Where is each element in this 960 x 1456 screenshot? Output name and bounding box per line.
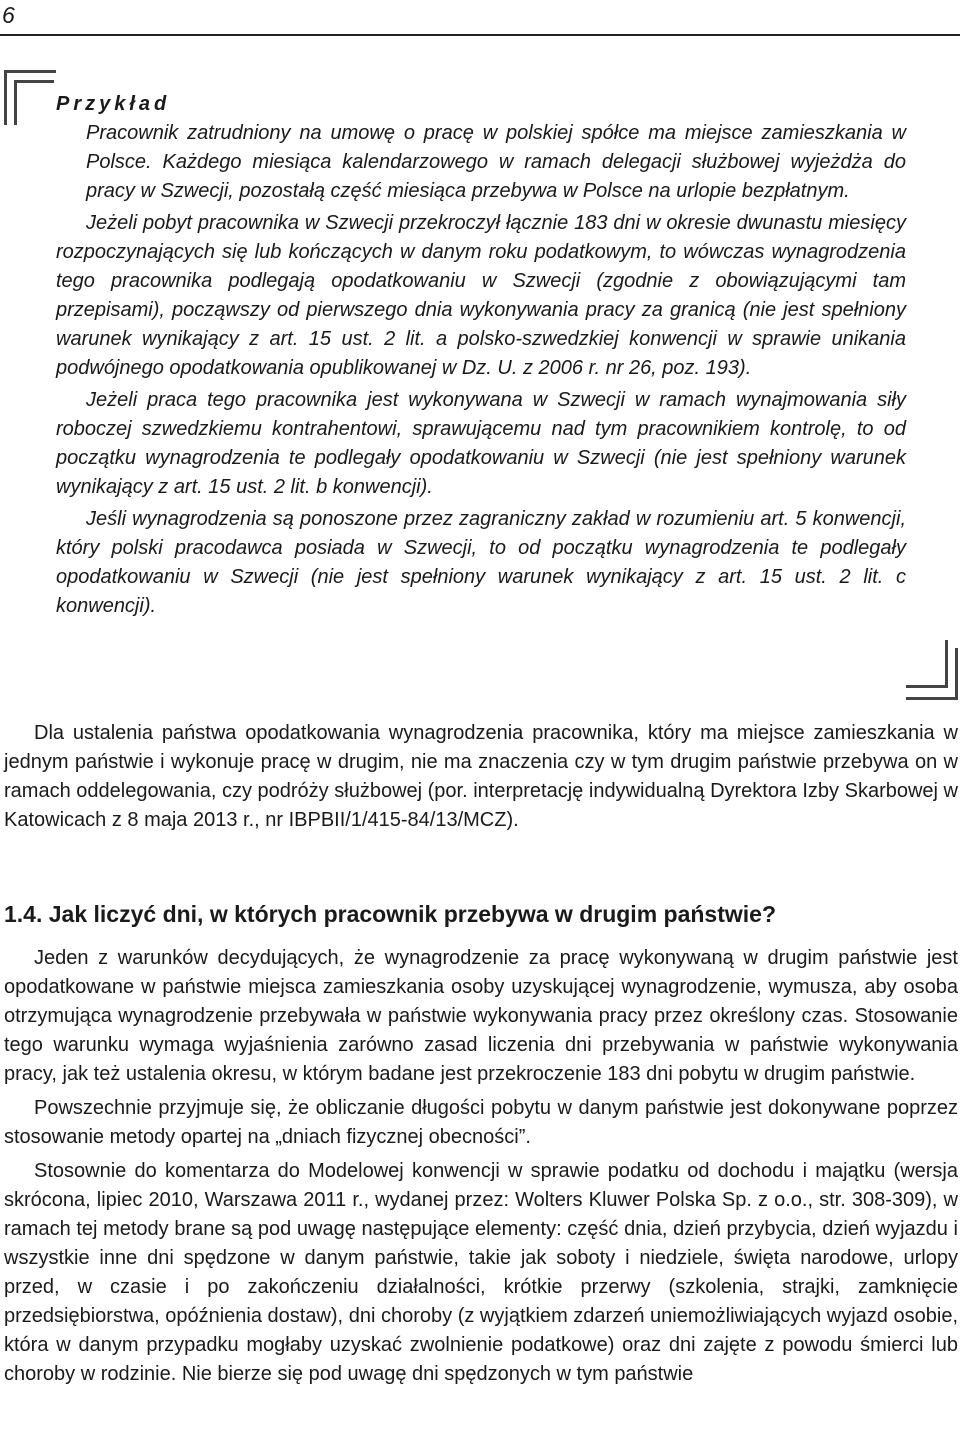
example-paragraph: Jeżeli praca tego pracownika jest wykonywana w Szwecji w ramach wynajmowania siły roboczej szwedzkiemu kontrahentowi, sprawującemu nad tym pracownikiem kontrolę, to od początku wynagrodzenia te podlegały opodatkowaniu w Szwecji (nie jest spełniony warunek wynikający z art. 15 ust. 2 lit. b konwencji).: [56, 389, 906, 498]
section-paragraph: Powszechnie przyjmuje się, że obliczanie długości pobytu w danym państwie jest dokonywane poprzez stosowanie metody opartej na „dniach fizycznej obecności”.: [4, 1097, 958, 1148]
example-paragraph: Jeśli wynagrodzenia są ponoszone przez zagraniczny zakład w rozumieniu art. 5 konwencji, który polski pracodawca posiada w Szwecji, to od początku wynagrodzenia te podlegały opodatkowaniu w Szwecji (nie jest spełniony warunek wynikający z art. 15 ust. 2 lit. c konwencji).: [56, 508, 906, 617]
example-heading: Przykład: [56, 93, 171, 115]
example-corner-top-left-inner: [14, 80, 54, 125]
example-corner-bottom-right-inner: [906, 640, 948, 688]
intro-paragraph: Dla ustalenia państwa opodatkowania wynagrodzenia pracownika, który ma miejsce zamieszkania w jednym państwie i wykonuje pracę w drugim, nie ma znaczenia czy w tym drugim państwie przebywa on w ramach oddelegowania, czy podróży służbowej (por. interpretację indywidualną Dyrektora Izby Skarbowej w Katowicach z 8 maja 2013 r., nr IBPBII/1/415-84/13/MCZ).: [4, 722, 958, 831]
section-paragraph: Jeden z warunków decydujących, że wynagrodzenie za pracę wykonywaną w drugim państwie jest opodatkowane w państwie miejsca zamieszkania osoby uzyskującej wynagrodzenie, wymusza, aby osoba otrzymująca wynagrodzenie przebywała w państwie wykonywania pracy przez określony czas. Stosowanie tego warunku wymaga wyjaśnienia zarówno zasad liczenia dni przebywania w państwie wykonywania pracy, jak też ustalenia okresu, w którym badane jest przekroczenie 183 dni pobytu w drugim państwie.: [4, 947, 958, 1085]
example-box: [56, 90, 906, 624]
example-paragraph: Jeżeli pobyt pracownika w Szwecji przekroczył łącznie 183 dni w okresie dwunastu miesięcy rozpoczynających się lub kończących w danym roku podatkowym, to wówczas wynagrodzenia tego pracownika podlegają opodatkowaniu w Szwecji (zgodnie z obowiązującymi tam przepisami), począwszy od pierwszego dnia wykonywania pracy za granicą (nie jest spełniony warunek wynikający z art. 15 ust. 2 lit. a polsko-szwedzkiej konwencji w sprawie unikania podwójnego opodatkowania opublikowanej w Dz. U. z 2006 r. nr 26, poz. 193).: [56, 212, 906, 379]
page-number: 6: [2, 2, 15, 28]
example-paragraph: Pracownik zatrudniony na umowę o pracę w polskiej spółce ma miejsce zamieszkania w Polsce. Każdego miesiąca kalendarzowego w ramach delegacji służbowej wyjeżdża do pracy w Szwecji, pozostałą część miesiąca przebywa w Polsce na urlopie bezpłatnym.: [86, 122, 906, 202]
section-heading: 1.4. Jak liczyć dni, w których pracownik przebywa w drugim państwie?: [4, 901, 777, 927]
section-paragraph: Stosownie do komentarza do Modelowej konwencji w sprawie podatku od dochodu i majątku (wersja skrócona, lipiec 2010, Warszawa 2011 r., wydanej przez: Wolters Kluwer Polska Sp. z o.o., str. 308-309), w ramach tej metody brane są pod uwagę następujące elementy: część dnia, dzień przybycia, dzień wyjazdu i wszystkie inne dni spędzone w danym państwie, takie jak soboty i niedziele, święta narodowe, urlopy przed, w czasie i po zakończeniu działalności, krótkie przerwy (szkolenia, strajki, zamknięcie przedsiębiorstwa, opóźnienia dostaw), dni choroby (z wyjątkiem zdarzeń uniemożliwiających wyjazd osobie, która w danym przypadku mogłaby uzyskać zwolnienie podatkowe) oraz dni zajęte z powodu śmierci lub choroby w rodzinie. Nie bierze się pod uwagę dni spędzonych w tym państwie: [4, 1160, 958, 1385]
section-body: [4, 944, 958, 1394]
intro-text: [4, 719, 958, 840]
header-rule: [0, 34, 960, 36]
